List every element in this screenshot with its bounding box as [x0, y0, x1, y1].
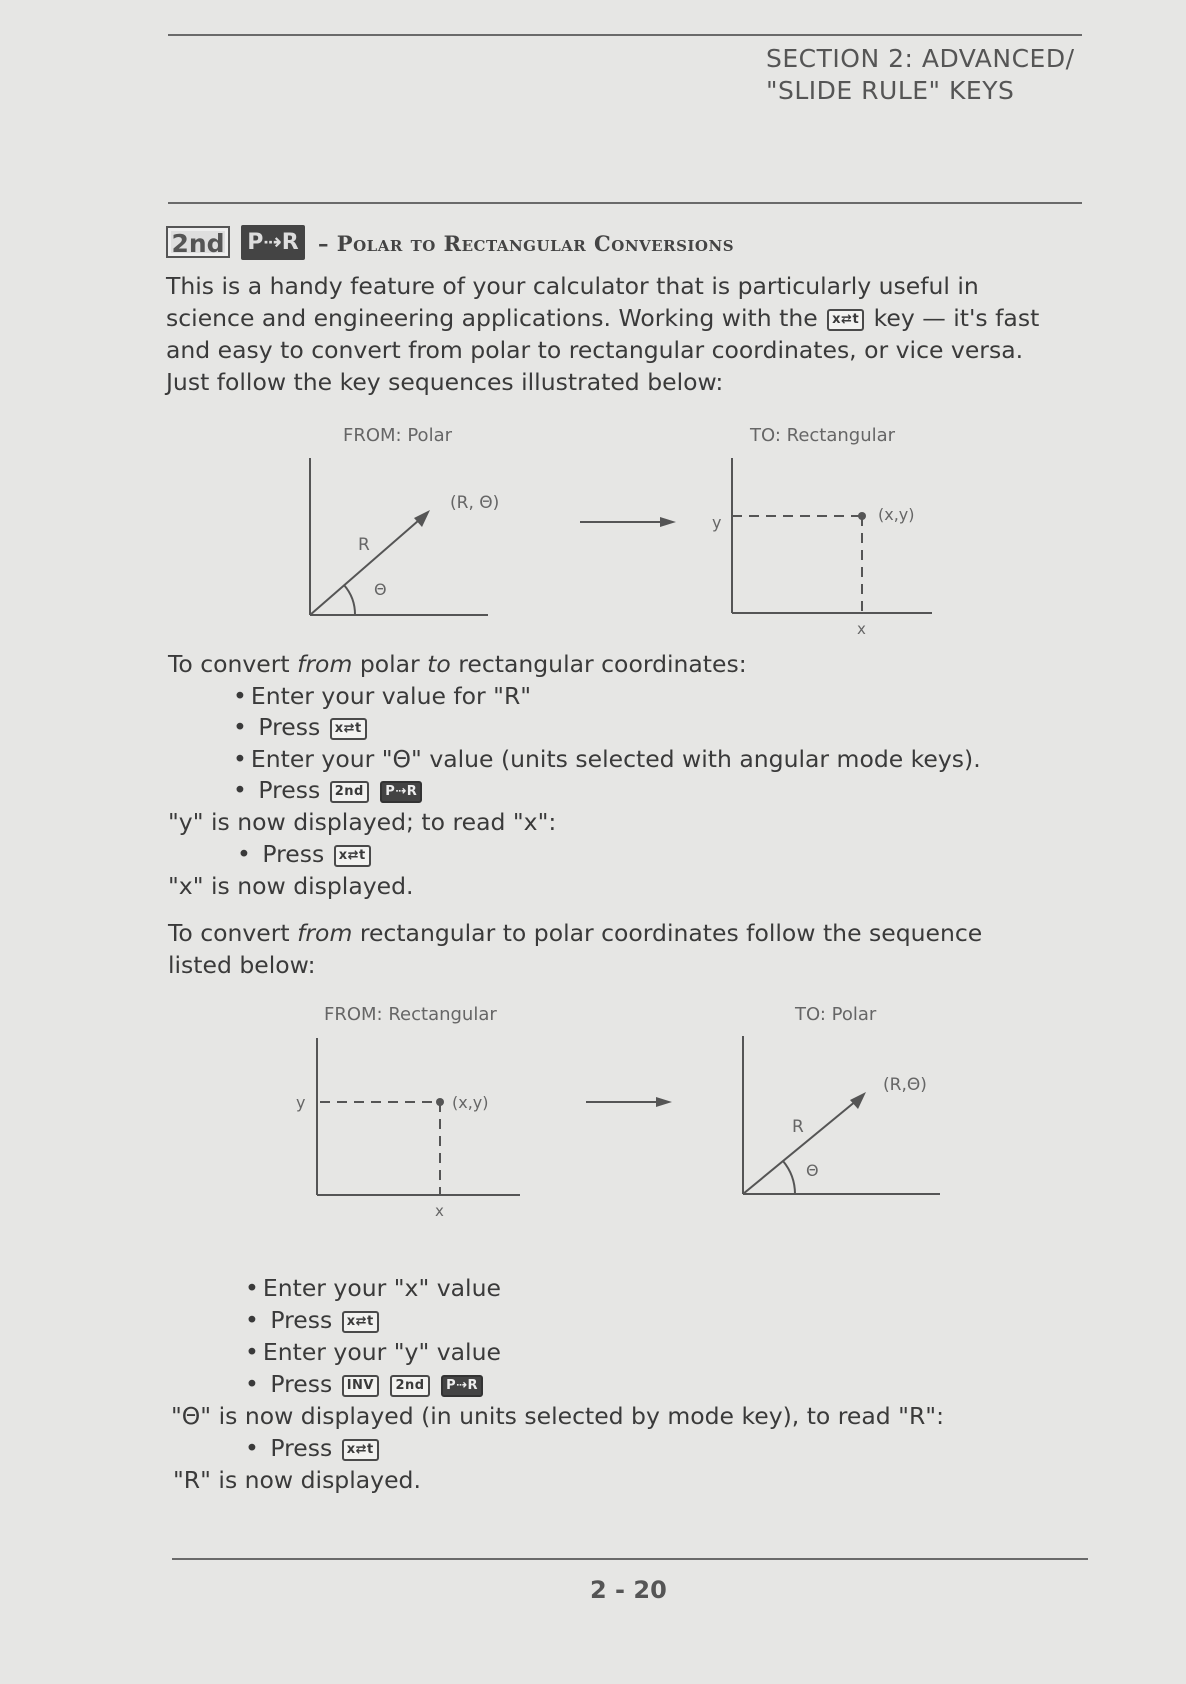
p2r-step-2: • Press x⇄t [233, 713, 369, 741]
footer-rule [172, 1558, 1088, 1560]
r2p-step-2: • Press x⇄t [245, 1306, 381, 1334]
key-2nd-icon: 2nd [330, 781, 369, 803]
key-polar-rect-icon: P⇢R [380, 781, 422, 803]
r2p-step-3: • Enter your "y" value [245, 1338, 501, 1366]
section-title: – Polar to Rectangular Conversions [318, 231, 735, 256]
diagram1-polar-to-rect [280, 450, 960, 640]
diagram1-theta-label: Θ [374, 580, 387, 599]
diagram1-to-label: TO: Rectangular [750, 425, 896, 446]
x-t-key-icon: x⇄t [334, 845, 371, 867]
intro-line-1: This is a handy feature of your calculator that is particularly useful in [166, 272, 979, 300]
diagram1-x-label: x [857, 620, 866, 638]
key-polar-rect-icon: P⇢R [241, 225, 305, 260]
x-t-key-icon: x⇄t [827, 309, 864, 331]
r2p-step-4: • Press INV 2nd P⇢R [245, 1370, 485, 1398]
p2r-result-1: "y" is now displayed; to read "x": [168, 808, 557, 836]
r2p-result-1: "Θ" is now displayed (in units selected by mode key), to read "R": [171, 1402, 945, 1430]
header-line-2: "SLIDE RULE" KEYS [766, 76, 1015, 105]
diagram2-polar-point-label: (R,Θ) [883, 1075, 927, 1095]
intro-line-3: and easy to convert from polar to rectangular coordinates, or vice versa. [166, 336, 1024, 364]
p2r-result-2: "x" is now displayed. [168, 872, 414, 900]
diagram1-polar-point-label: (R, Θ) [450, 493, 500, 513]
diagram2-to-label: TO: Polar [795, 1004, 877, 1025]
diagram1-y-label: y [712, 513, 722, 532]
diagram2-theta-label: Θ [806, 1161, 819, 1180]
r2p-step-1: • Enter your "x" value [245, 1274, 501, 1302]
x-t-key-icon: x⇄t [342, 1439, 379, 1461]
r2p-result-2: "R" is now displayed. [173, 1466, 421, 1494]
page-number: 2 - 20 [590, 1576, 667, 1604]
diagram2-r-label: R [792, 1117, 804, 1137]
r2p-intro-line-1: To convert from rectangular to polar coordinates follow the sequence [168, 919, 983, 947]
diagram2-rect-point-label: (x,y) [452, 1093, 489, 1112]
key-2nd-icon: 2nd [390, 1375, 429, 1397]
p2r-step-1: • Enter your value for "R" [233, 682, 531, 710]
x-t-key-icon: x⇄t [342, 1311, 379, 1333]
intro-line-4: Just follow the key sequences illustrated below: [166, 368, 724, 396]
header-line-1: SECTION 2: ADVANCED/ [766, 44, 1075, 73]
diagram2-from-label: FROM: Rectangular [324, 1004, 497, 1025]
diagram1-rect-point-label: (x,y) [878, 505, 915, 524]
diagram2-y-label: y [296, 1093, 306, 1112]
p2r-step-3: • Enter your "Θ" value (units selected with angular mode keys). [233, 745, 981, 773]
r2p-intro-line-2: listed below: [168, 951, 316, 979]
diagram1-from-label: FROM: Polar [343, 425, 453, 446]
diagram2-x-label: x [435, 1202, 444, 1220]
r2p-step-5: • Press x⇄t [245, 1434, 381, 1462]
key-polar-rect-icon: P⇢R [441, 1375, 483, 1397]
p2r-step-5: • Press x⇄t [237, 840, 373, 868]
key-inv-icon: INV [342, 1375, 379, 1397]
x-t-key-icon: x⇄t [330, 718, 367, 740]
header-rule-top [168, 34, 1082, 36]
intro-line-2: science and engineering applications. Working with the x⇄t key — it's fast [166, 304, 1040, 332]
p2r-intro: To convert from polar to rectangular coordinates: [168, 650, 747, 678]
key-2nd-icon: 2nd [166, 226, 230, 258]
p2r-step-4: • Press 2nd P⇢R [233, 776, 424, 804]
header-rule-bottom [168, 202, 1082, 204]
diagram1-r-label: R [358, 535, 370, 555]
diagram2-rect-to-polar [280, 1030, 960, 1220]
